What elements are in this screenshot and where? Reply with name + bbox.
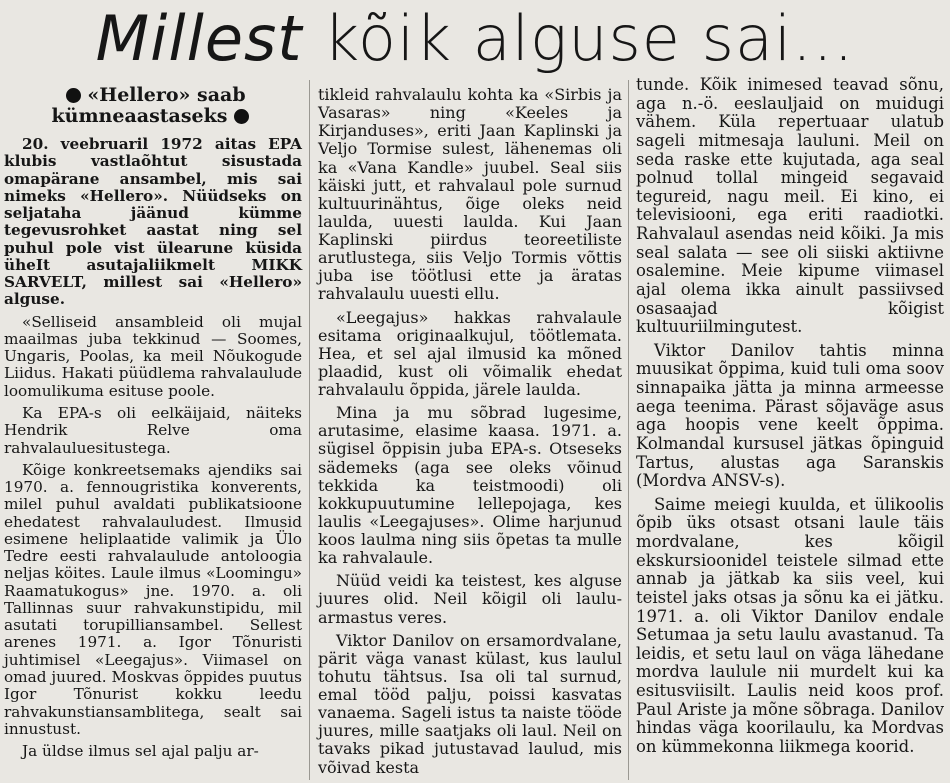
paragraph: Mina ja mu sõbrad lugesime, arutasime, elasime kaasa. 1971. a. sügisel õppisin juba EPA-s. Otseseks sädemeks (aga see oleks võinud tekkida ka teistmoodi) oli kokkupuutumine lellepojaga, kes laulis «Leegajuses». Olime harjunud koos laulma ning siis õpetas ta mulle ka rahvalaule. <box>318 403 622 568</box>
paragraph: Saime meiegi kuulda, et ülikoolis õpib üks otsast otsani laule täis mordvalane, kes kõigil ekskursioonidel teistele silmad ette annab ja jätkab ka siis veel, kui teistel jaks otsas ja sõnu ka ei jätku. 1971. a. oli Viktor Danilov endale Setumaa ja setu laulu avastanud. Ta leidis, et setu laul on väga lähedane mordva laulule nii murdelt kui ka esitusviisilt. Laulis neid koos prof. Paul Ariste ja mõne sõbraga. Danilov hindas väga koorilaulu, ka Mordvas on kümmekonna liikmega koorid. <box>636 494 944 756</box>
headline-italic-word: Millest <box>95 2 303 75</box>
paragraph: «Leegajus» hakkas rahvalaule esitama originaalkujul, töötlemata. Hea, et sel ajal ilmusid ka mõned plaadid, kust oli võimalik ehedat rahvalaulu õppida, järele laulda. <box>318 307 622 399</box>
headline <box>0 0 950 80</box>
column-2 <box>318 86 622 777</box>
kicker-line-2: kümneaastaseks <box>51 105 228 127</box>
paragraph: Viktor Danilov on ersamordvalane, pärit väga vanast külast, kus laulul tohutu tähtsus. Isa oli tal surnud, emal tööd palju, poissi kasvatas vanaema. Sageli istus ta naiste tööde juures, mille saatjaks oli laul. Neil on tavaks pikad jutustavad laulud, mis võivad kesta <box>318 630 622 777</box>
column-1 <box>4 82 302 760</box>
paragraph: Kõige konkreetsemaks ajendiks sai 1970. a. fennougristika konverents, milel puhul avaldati publikatsioone ehedatest rahvalauludest. Ilmusid esimene heliplaatide valimik ja Ülo Tedre eesti rahvalaulude antoloogia neljas köites. Laule ilmus «Loomingu» Raamatukogus» jne. 1970. a. oli Tallinnas suur rahvakunstipidu, mil asutati torupilliansambel. Sellest arenes 1971. a. Igor Tõnuristi juhtimisel «Leegajus». Viimasel on omad juured. Moskvas õppides puutus Igor Tõnurist kokku leedu rahvakunstiansamblitega, sealt sai innustust. <box>4 460 302 738</box>
bullet-dot-icon <box>66 88 81 103</box>
kicker <box>4 85 302 127</box>
paragraph: Viktor Danilov tahtis minna muusikat õppima, kuid tuli oma soov sinnapaika jätta ja minna armeesse aega teenima. Pärast sõjaväge asus aga hoopis vene keelt õppima. Kolmandal kursusel jätkas õpinguid Tartus, alustas aga Saranskis (Mordva ANSV-s). <box>636 340 944 491</box>
paragraph: tunde. Kõik inimesed teavad sõnu, aga n.-ö. eeslauljaid on muidugi vähem. Küla repertuaar ulatub sageli mitmesaja lauluni. Meil on seda raske ette kujutada, aga seal polnud tollal mingeid segavaid tegureid, nagu meil. Ei kino, ei televisiooni, ega eriti raadiotki. Rahvalaul asendas neid kõiki. Ja mis seal salata — see oli siiski aktiivne osalemine. Meie kipume viimasel ajal olema ikka ainult passiivsed osasaajad kõigist kultuuriilmingutest. <box>636 75 944 337</box>
column-divider <box>628 80 629 780</box>
headline-rest: kõik alguse sai... <box>302 2 855 75</box>
lead-paragraph: 20. veebruaril 1972 aitas EPA klubis vastlaõhtut sisustada omapärane ansambel, mis sai nimeks «Hellero». Nüüdseks on seljataha jäänud kümme tegevusrohket aastat ning sel puhul pole vist ülearune küsida üheIt asutajaliikmelt MIKK SARVELT, millest sai «Hellero» alguse. <box>4 135 302 309</box>
paragraph: «Selliseid ansambleid oli mujal maailmas juba tekkinud — Soomes, Ungaris, Poolas, ka meil Nõukogude Liidus. Hakati püüdlema rahvalaulude loomulikuma esituse poole. <box>4 312 302 400</box>
paragraph: Ja üldse ilmus sel ajal palju ar- <box>22 742 259 761</box>
paragraph: Ka EPA-s oli eelkäijaid, näiteks Hendrik Relve oma rahvalauluesitustega. <box>4 403 302 457</box>
column-3 <box>636 76 944 757</box>
kicker-line-1: «Hellero» saab <box>87 84 246 106</box>
paragraph: Nüüd veidi ka teistest, kes alguse juures olid. Neil kõigil oli laulu-armastus veres. <box>318 571 622 627</box>
paragraph: tikleid rahvalaulu kohta ka «Sirbis ja Vasaras» ning «Keeles ja Kirjanduses», eriti Jaan Kaplinski ja Veljo Tormise sulest, lähenemas oli ka «Vana Kandle» juubel. Seal siis käiski jutt, et rahvalaul pole surnud kultuurinähtus, õige oleks neid laulda, uuesti laulda. Kui Jaan Kaplinski piirdus teoreetiliste arutlustega, siis Veljo Tormis võttis juba ise töötlusi ette ja äratas rahvalaulu uuesti ellu. <box>318 85 622 304</box>
bullet-dot-icon <box>234 109 249 124</box>
column-divider <box>309 80 310 780</box>
